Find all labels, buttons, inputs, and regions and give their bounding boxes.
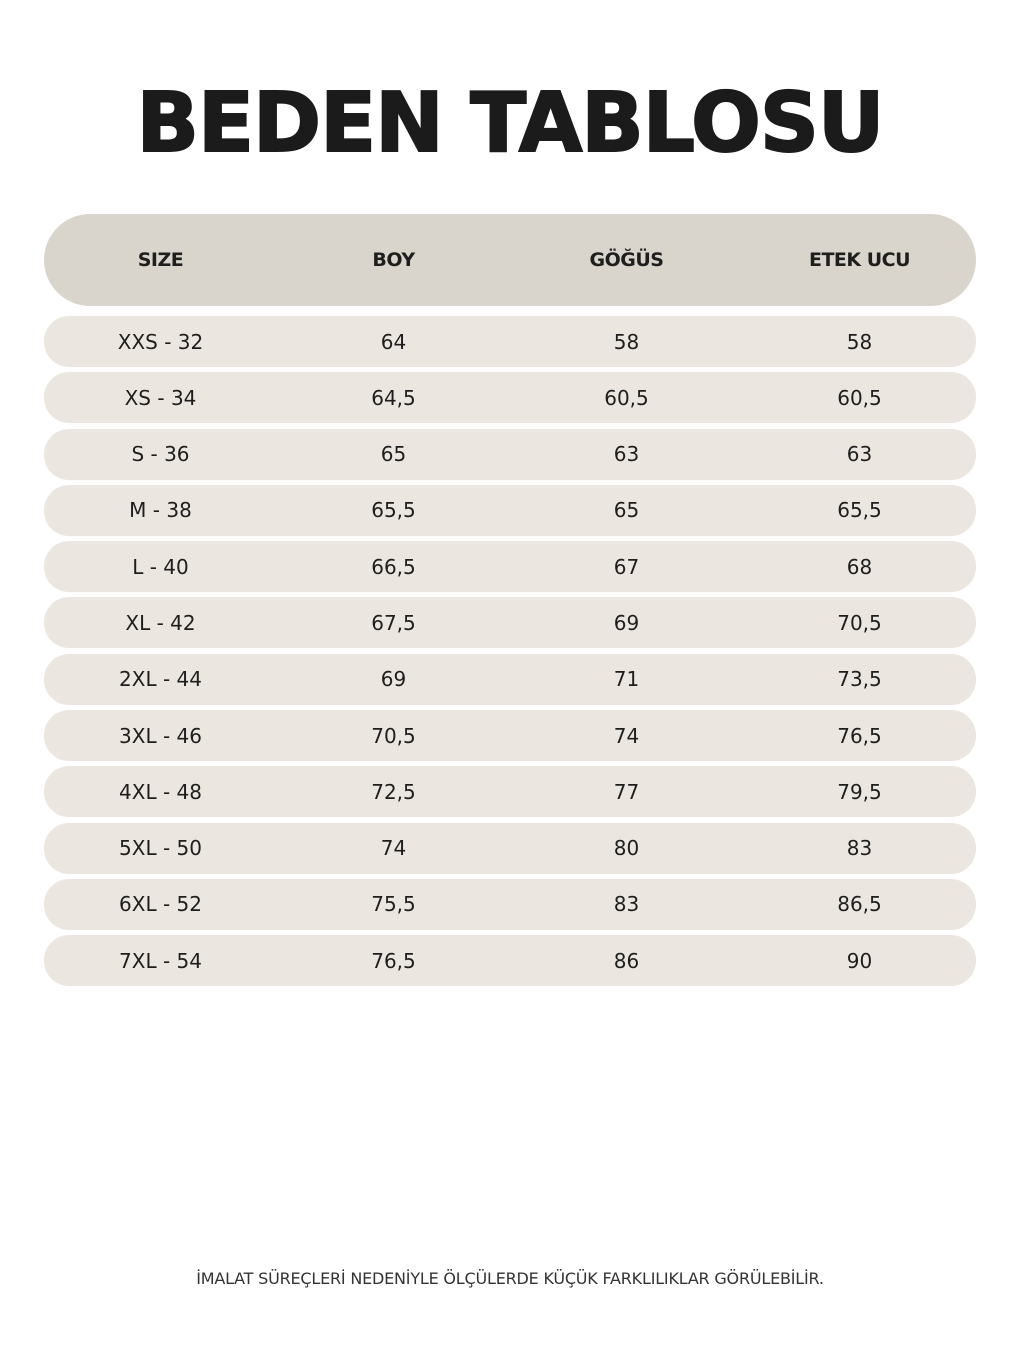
cell-gogus: 71 (613, 667, 640, 692)
cell-size: S - 36 (131, 442, 190, 467)
cell-boy: 65,5 (371, 498, 416, 523)
cell-boy: 65 (380, 442, 407, 467)
cell-gogus: 86 (613, 948, 640, 973)
cell-gogus: 67 (613, 554, 640, 579)
header-gogus: GÖĞÜS (589, 249, 664, 271)
table-row (44, 597, 976, 648)
cell-etek-ucu: 90 (846, 948, 873, 973)
cell-size: 6XL - 52 (119, 892, 202, 917)
cell-gogus: 74 (613, 723, 640, 748)
cell-size: 2XL - 44 (119, 667, 202, 692)
table-row (44, 935, 976, 986)
page-title: BEDEN TABLOSU (136, 76, 884, 171)
table-row (44, 316, 976, 367)
cell-etek-ucu: 68 (846, 554, 873, 579)
cell-gogus: 60,5 (604, 385, 649, 410)
header-size: SIZE (137, 249, 184, 271)
cell-boy: 69 (380, 667, 407, 692)
cell-boy: 70,5 (371, 723, 416, 748)
table-row (44, 429, 976, 480)
cell-gogus: 63 (613, 442, 640, 467)
table-row (44, 710, 976, 761)
cell-boy: 75,5 (371, 892, 416, 917)
table-row (44, 485, 976, 536)
cell-boy: 76,5 (371, 948, 416, 973)
cell-boy: 67,5 (371, 610, 416, 635)
table-row (44, 541, 976, 592)
table-row (44, 823, 976, 874)
cell-etek-ucu: 70,5 (837, 610, 882, 635)
cell-size: L - 40 (132, 554, 189, 579)
cell-boy: 74 (380, 836, 407, 861)
cell-boy: 72,5 (371, 779, 416, 804)
table-row (44, 372, 976, 423)
cell-size: 3XL - 46 (119, 723, 202, 748)
cell-etek-ucu: 65,5 (837, 498, 882, 523)
table-header-row (44, 214, 976, 306)
cell-boy: 64,5 (371, 385, 416, 410)
size-table (44, 214, 976, 992)
cell-etek-ucu: 58 (846, 329, 873, 354)
header-boy: BOY (372, 249, 415, 271)
table-row (44, 654, 976, 705)
cell-size: XL - 42 (125, 610, 196, 635)
cell-size: XS - 34 (124, 385, 197, 410)
cell-etek-ucu: 83 (846, 836, 873, 861)
cell-etek-ucu: 60,5 (837, 385, 882, 410)
cell-size: 5XL - 50 (119, 836, 202, 861)
cell-etek-ucu: 86,5 (837, 892, 882, 917)
table-row (44, 879, 976, 930)
table-row (44, 766, 976, 817)
cell-gogus: 83 (613, 892, 640, 917)
cell-etek-ucu: 63 (846, 442, 873, 467)
footnote: İMALAT SÜREÇLERİ NEDENİYLE ÖLÇÜLERDE KÜÇÜK FARKLILIKLAR GÖRÜLEBİLİR. (196, 1269, 824, 1288)
cell-gogus: 58 (613, 329, 640, 354)
cell-etek-ucu: 73,5 (837, 667, 882, 692)
cell-etek-ucu: 76,5 (837, 723, 882, 748)
header-etek-ucu: ETEK UCU (808, 249, 911, 271)
cell-size: 7XL - 54 (119, 948, 202, 973)
cell-size: M - 38 (129, 498, 192, 523)
cell-size: XXS - 32 (117, 329, 204, 354)
cell-gogus: 77 (613, 779, 640, 804)
cell-gogus: 80 (613, 836, 640, 861)
cell-size: 4XL - 48 (119, 779, 202, 804)
cell-gogus: 65 (613, 498, 640, 523)
cell-boy: 64 (380, 329, 407, 354)
cell-boy: 66,5 (371, 554, 416, 579)
cell-gogus: 69 (613, 610, 640, 635)
cell-etek-ucu: 79,5 (837, 779, 882, 804)
